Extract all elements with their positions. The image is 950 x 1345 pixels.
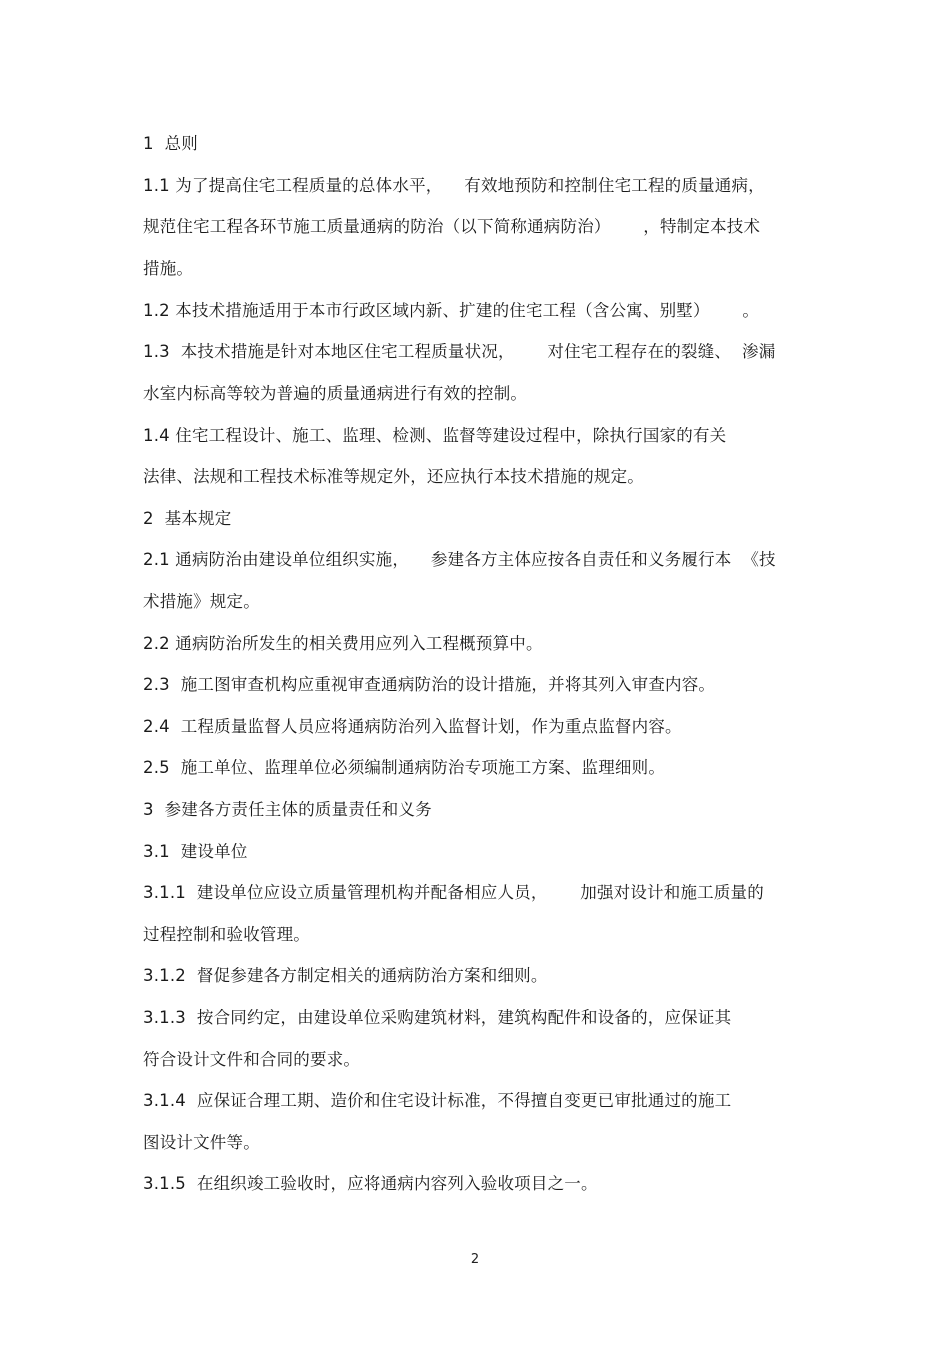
paragraph-line: 图设计文件等。 [143, 1133, 260, 1152]
heading-3: 3 参建各方责任主体的质量责任和义务 [143, 800, 432, 819]
paragraph-line: 2.4 工程质量监督人员应将通病防治列入监督计划，作为重点监督内容。 [143, 717, 682, 736]
heading-2: 2 基本规定 [143, 509, 232, 528]
paragraph-line: 2.5 施工单位、监理单位必须编制通病防治专项施工方案、监理细则。 [143, 758, 666, 777]
paragraph-line: 规范住宅工程各环节施工质量通病的防治（以下简称通病防治） ，特制定本技术 [143, 217, 761, 236]
paragraph-line: 3.1.2 督促参建各方制定相关的通病防治方案和细则。 [143, 966, 548, 985]
paragraph-line: 2.1 通病防治由建设单位组织实施， 参建各方主体应按各自责任和义务履行本 《技 [143, 550, 776, 569]
heading-1: 1 总则 [143, 134, 198, 153]
paragraph-line: 2.2 通病防治所发生的相关费用应列入工程概预算中。 [143, 634, 543, 653]
paragraph-line: 术措施》规定。 [143, 592, 260, 611]
paragraph-line: 3.1.4 应保证合理工期、造价和住宅设计标准，不得擅自变更已审批通过的施工 [143, 1091, 732, 1110]
subheading-3-1: 3.1 建设单位 [143, 842, 248, 861]
paragraph-line: 2.3 施工图审查机构应重视审查通病防治的设计措施，并将其列入审查内容。 [143, 675, 716, 694]
paragraph-line: 3.1.1 建设单位应设立质量管理机构并配备相应人员， 加强对设计和施工质量的 [143, 883, 764, 902]
paragraph-line: 3.1.3 按合同约定，由建设单位采购建筑材料，建筑构配件和设备的，应保证其 [143, 1008, 732, 1027]
paragraph-line: 过程控制和验收管理。 [143, 925, 310, 944]
paragraph-line: 水室内标高等较为普遍的质量通病进行有效的控制。 [143, 384, 528, 403]
paragraph-line: 措施。 [143, 259, 194, 278]
paragraph-line: 1.3 本技术措施是针对本地区住宅工程质量状况， 对住宅工程存在的裂缝、 渗漏 [143, 342, 776, 361]
paragraph-line: 1.4 住宅工程设计、施工、监理、检测、监督等建设过程中，除执行国家的有关 [143, 426, 727, 445]
paragraph-line: 法律、法规和工程技术标准等规定外，还应执行本技术措施的规定。 [143, 467, 644, 486]
paragraph-line: 1.1 为了提高住宅工程质量的总体水平， 有效地预防和控制住宅工程的质量通病， [143, 176, 765, 195]
paragraph-line: 符合设计文件和合同的要求。 [143, 1050, 361, 1069]
page-number: 2 [470, 1252, 480, 1267]
paragraph-line: 3.1.5 在组织竣工验收时，应将通病内容列入验收项目之一。 [143, 1174, 598, 1193]
paragraph-line: 1.2 本技术措施适用于本市行政区域内新、扩建的住宅工程（含公寓、别墅） 。 [143, 301, 760, 320]
